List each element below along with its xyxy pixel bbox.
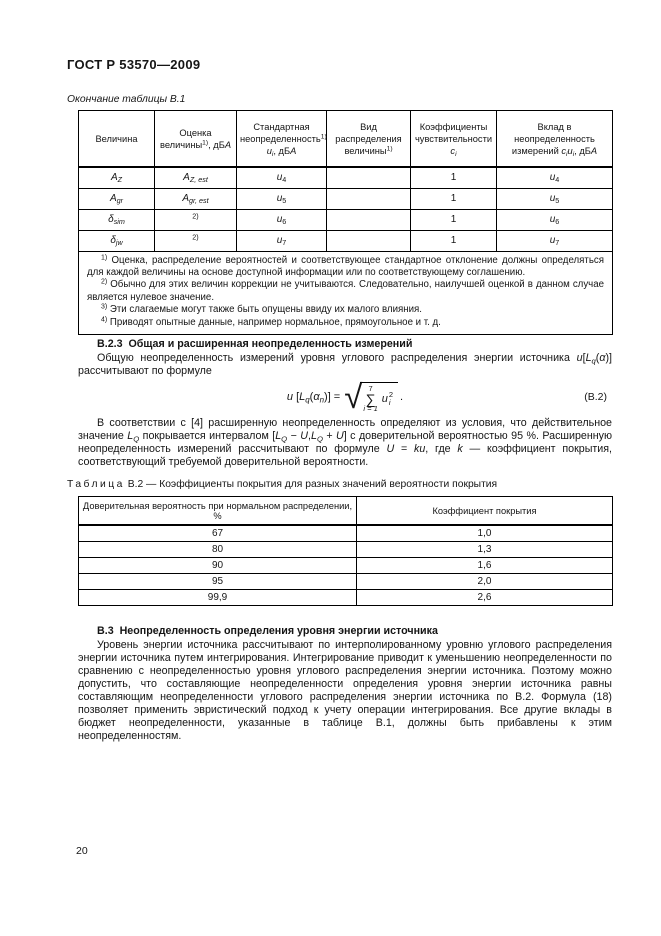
table-cell: $A_{gr, est}$	[155, 188, 237, 209]
table-b1-continuation	[78, 110, 613, 335]
column-header: Стандартная неопределенность$^{1)}$ $u_i$, дБА	[237, 111, 327, 168]
table-cell: 67	[79, 525, 357, 542]
table-cell	[327, 230, 411, 251]
table-header-row	[79, 497, 613, 526]
table-cell: $u_7$	[237, 230, 327, 251]
table-cell	[327, 209, 411, 230]
table-cell: $u_4$	[237, 167, 327, 188]
footnote: $^{1)}$ Оценка, распределение вероятностей и соответствующее стандартное отклонение должны определяться для каждой величины на основе доступной информации или по соответствующему соглашению.	[87, 254, 604, 278]
table-cell: 2)	[155, 209, 237, 230]
paragraph-b3: Уровень энергии источника рассчитывают по интерполированному уровню углового распределения энергии источника путем интегрирования. Интегрирование приводит к уменьшению неопределенности по сравнению с неопределенностью уровня углового распределения энергии источника. Поэтому можно допустить, что составляющие неопределенности определения уровня энергии источника равны составляющим неопределенности углового распределения энергии источника по В.2. Формула (18) позволяет применить эвристический подход к учету операции интегрирования. Все другие вклады в бюджет неопределенности, указанные в таблице В.1, должны быть прибавлены к этим неопределенностям.	[78, 639, 612, 742]
section-heading-b3: В.3 Неопределенность определения уровня энергии источника	[97, 625, 438, 637]
table-cell: 2,6	[357, 590, 613, 606]
table-cell: $u_5$	[497, 188, 613, 209]
table-cell: $A_{Z, est}$	[155, 167, 237, 188]
table-row	[79, 188, 613, 209]
column-header: Вклад в неопределенность измерений $c_iu_i$, дБА	[497, 111, 613, 168]
table-row	[79, 209, 613, 230]
column-header: Коэффициенты чувствительности $c_i$	[411, 111, 497, 168]
table-row	[79, 574, 613, 590]
table-cell: $\delta_{sim}$	[79, 209, 155, 230]
table-cell: 1	[411, 188, 497, 209]
table-header-row	[79, 111, 613, 168]
page-number: 20	[76, 845, 88, 857]
table-b2	[78, 496, 613, 606]
column-header: Доверительная вероятность при нормальном распределении, %	[79, 497, 357, 526]
paragraph-expanded-uncertainty: В соответствии с [4] расширенную неопределенность определяют из условия, что действительное значение $L_Q$ покрывается интервалом $[L_Q - U,L_Q + U]$ с доверительной вероятностью 95 %. Расширенную неопределенность измерений рассчитывают по формуле U = ku, где k — коэффициент покрытия, соответствующий требуемой доверительной вероятности.	[78, 417, 613, 468]
table-cell: 99,9	[79, 590, 357, 606]
formula-lhs: u $[L_q(\alpha_n)]$ =	[286, 391, 341, 405]
table-cell: 1,3	[357, 542, 613, 558]
table-row	[79, 590, 613, 606]
table-cell: $u_5$	[237, 188, 327, 209]
table-footnotes-row	[79, 251, 613, 334]
column-header: Вид распределения величины$^{1)}$	[327, 111, 411, 168]
table-cell	[327, 188, 411, 209]
table-row	[79, 525, 613, 542]
table-cell: $u_6$	[497, 209, 613, 230]
table-cell: 90	[79, 558, 357, 574]
table-cell: $A_{gr}$	[79, 188, 155, 209]
table-cell: 80	[79, 542, 357, 558]
table-cell: 2,0	[357, 574, 613, 590]
footnote: $^{3)}$ Эти слагаемые могут также быть опущены ввиду их малого влияния.	[101, 303, 422, 316]
section-heading-b23: В.2.3 Общая и расширенная неопределенность измерений	[97, 338, 413, 350]
table-b1-continuation-caption: Окончание таблицы В.1	[67, 94, 186, 105]
table-cell: 1	[411, 209, 497, 230]
table-cell: $\delta_{jw}$	[79, 230, 155, 251]
table-cell: 1,0	[357, 525, 613, 542]
table-cell: 2)	[155, 230, 237, 251]
table-cell: $u_4$	[497, 167, 613, 188]
table-footnotes-cell	[79, 251, 613, 334]
radical-icon: √	[344, 378, 363, 415]
table-row	[79, 542, 613, 558]
column-header: Величина	[79, 111, 155, 168]
summation: 7 ∑ i = 1	[363, 384, 378, 413]
table-cell: 1	[411, 167, 497, 188]
formula-under-root	[360, 382, 398, 412]
column-header: Коэффициент покрытия	[357, 497, 613, 526]
table-row	[79, 230, 613, 251]
formula-b2	[78, 379, 612, 415]
table-row	[79, 167, 613, 188]
footnote: $^{2)}$ Обычно для этих величин коррекции не учитываются. Следовательно, наилучшей оценкой в данном случае является нулевое значение.	[87, 278, 604, 303]
footnote: $^{4)}$ Приводят опытные данные, например нормальное, прямоугольное и т. д.	[101, 316, 441, 328]
table-cell: 1	[411, 230, 497, 251]
formula-term: u 2 i	[381, 389, 394, 407]
table-b2-caption: Таблица В.2 — Коэффициенты покрытия для разных значений вероятности покрытия	[67, 479, 498, 490]
table-row	[79, 558, 613, 574]
page-title: ГОСТ Р 53570—2009	[67, 57, 201, 72]
formula-body: u $[L_q(\alpha_n)]$ = √ 7 ∑ i = 1 u 2 i .	[286, 378, 404, 415]
formula-number: (В.2)	[584, 391, 607, 403]
column-header: Оценка величины$^{1)}$, дБА	[155, 111, 237, 168]
table-cell	[327, 167, 411, 188]
table-cell: 1,6	[357, 558, 613, 574]
table-cell: $A_Z$	[79, 167, 155, 188]
table-cell: $u_7$	[497, 230, 613, 251]
sigma-icon: ∑	[365, 390, 376, 407]
table-cell: $u_6$	[237, 209, 327, 230]
paragraph-b23: Общую неопределенность измерений уровня углового распределения энергии источника $u[L_q(\alpha)]$ рассчитывают по формуле	[78, 352, 612, 377]
table-cell: 95	[79, 574, 357, 590]
